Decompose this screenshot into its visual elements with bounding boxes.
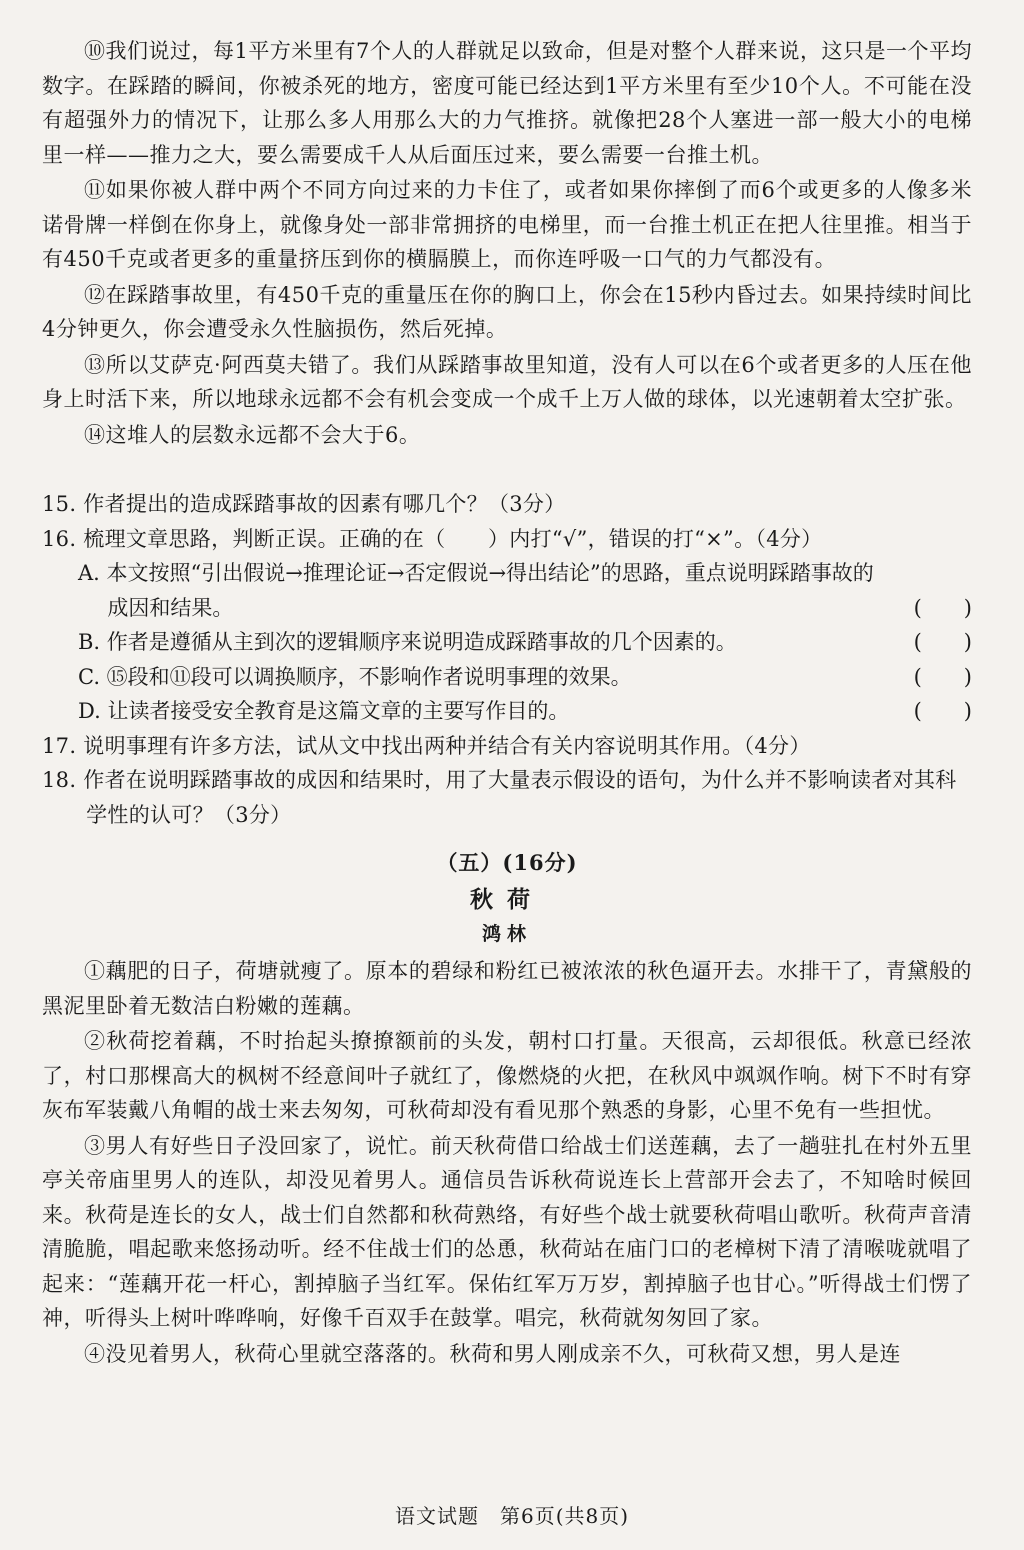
paragraph-13: ⑬所以艾萨克·阿西莫夫错了。我们从踩踏事故里知道，没有人可以在6个或者更多的人压在他身上时活下来，所以地球永远都不会有机会变成一个成千上万人做的球体，以光速朝着太空扩张。 <box>42 352 972 411</box>
q16-option-a-text: A. 本文按照“引出假说→推理论证→否定假说→得出结论”的思路，重点说明踩踏事故的成因和结果。 <box>78 561 874 620</box>
q16-option-c <box>42 660 972 695</box>
essay-paragraph-4: ④没见着男人，秋荷心里就空落落的。秋荷和男人刚成亲不久，可秋荷又想，男人是连 <box>84 1341 901 1366</box>
q16-option-d-answer-box[interactable]: ( ) <box>913 699 972 723</box>
paragraph-10: ⑩我们说过，每1平方米里有7个人的人群就足以致命，但是对整个人群来说，这只是一个平均数字。在踩踏的瞬间，你被杀死的地方，密度可能已经达到1平方米里有至少10个人。不可能在没有超强外力的情况下，让那么多人用那么大的力气推挤。就像把28个人塞进一部一般大小的电梯里一样——推力之大，要么需要成千人从后面压过来，要么需要一台推土机。 <box>42 39 972 167</box>
passage-5 <box>42 844 972 1371</box>
questions-block <box>42 487 972 832</box>
q16-option-c-answer-box[interactable]: ( ) <box>913 664 972 689</box>
question-17: 17. 说明事理有许多方法，试从文中找出两种并结合有关内容说明其作用。（4分） <box>42 733 811 758</box>
essay-paragraph-2: ②秋荷挖着藕，不时抬起头撩撩额前的头发，朝村口打量。天很高，云却很低。秋意已经浓了，村口那棵高大的枫树不经意间叶子就红了，像燃烧的火把，在秋风中飒飒作响。树下不时有穿灰布军装戴八角帽的战士来去匆匆，可秋荷却没有看见那个熟悉的身影，心里不免有一些担忧。 <box>42 1029 972 1122</box>
question-16: 16. 梳理文章思路，判断正误。正确的在（ ）内打“√”，错误的打“×”。（4分） <box>42 526 823 551</box>
page-footer: 语文试题 第6页(共8页) <box>394 1504 630 1528</box>
paragraph-14: ⑭这堆人的层数永远都不会大于6。 <box>84 422 421 447</box>
q16-option-a-answer-box[interactable]: ( ) <box>913 595 972 620</box>
question-15: 15. 作者提出的造成踩踏事故的因素有哪几个？（3分） <box>42 492 566 516</box>
q16-option-b-answer-box[interactable]: ( ) <box>913 630 972 654</box>
essay-author: 鸿林 <box>481 923 532 945</box>
section-heading: （五）(16分) <box>436 850 578 875</box>
q16-option-d <box>42 694 972 729</box>
essay-paragraph-3: ③男人有好些日子没回家了，说忙。前天秋荷借口给战士们送莲藕，去了一趟驻扎在村外五里亭关帝庙里男人的连队，却没见着男人。通信员告诉秋荷说连长上营部开会去了，不知啥时候回来。秋荷是连长的女人，战士们自然都和秋荷熟络，有好些个战士就要秋荷唱山歌听。秋荷声音清清脆脆，唱起歌来悠扬动听。经不住战士们的怂恿，秋荷站在庙门口的老樟树下清了清喉咙就唱了起来：“莲藕开花一杆心，割掉脑子当红军。保佑红军万万岁，割掉脑子也甘心。”听得战士们愣了神，听得头上树叶哗哗响，好像千百双手在鼓掌。唱完，秋荷就匆匆回了家。 <box>42 1133 972 1330</box>
passage-4-body <box>42 34 972 452</box>
essay-paragraph-1: ①藕肥的日子，荷塘就瘦了。原本的碧绿和粉红已被浓浓的秋色逼开去。水排干了，青黛般的黑泥里卧着无数洁白粉嫩的莲藕。 <box>42 959 972 1018</box>
question-18: 18. 作者在说明踩踏事故的成因和结果时，用了大量表示假设的语句，为什么并不影响读者对其科学性的认可？（3分） <box>42 768 957 827</box>
paragraph-12: ⑫在踩踏事故里，有450千克的重量压在你的胸口上，你会在15秒内昏过去。如果持续时间比4分钟更久，你会遭受永久性脑损伤，然后死掉。 <box>42 282 972 341</box>
q16-option-a <box>42 556 972 625</box>
q16-option-b <box>42 625 972 660</box>
q16-option-b-text: B. 作者是遵循从主到次的逻辑顺序来说明造成踩踏事故的几个因素的。 <box>78 630 737 654</box>
paragraph-11: ⑪如果你被人群中两个不同方向过来的力卡住了，或者如果你摔倒了而6个或更多的人像多米诺骨牌一样倒在你身上，就像身处一部非常拥挤的电梯里，而一台推土机正在把人往里推。相当于有450千克或者更多的重量挤压到你的横膈膜上，而你连呼吸一口气的力气都没有。 <box>42 178 972 271</box>
q16-option-d-text: D. 让读者接受安全教育是这篇文章的主要写作目的。 <box>78 699 570 723</box>
q16-option-c-text: C. ⑮段和⑪段可以调换顺序，不影响作者说明事理的效果。 <box>78 664 632 689</box>
essay-title: 秋荷 <box>470 886 544 913</box>
